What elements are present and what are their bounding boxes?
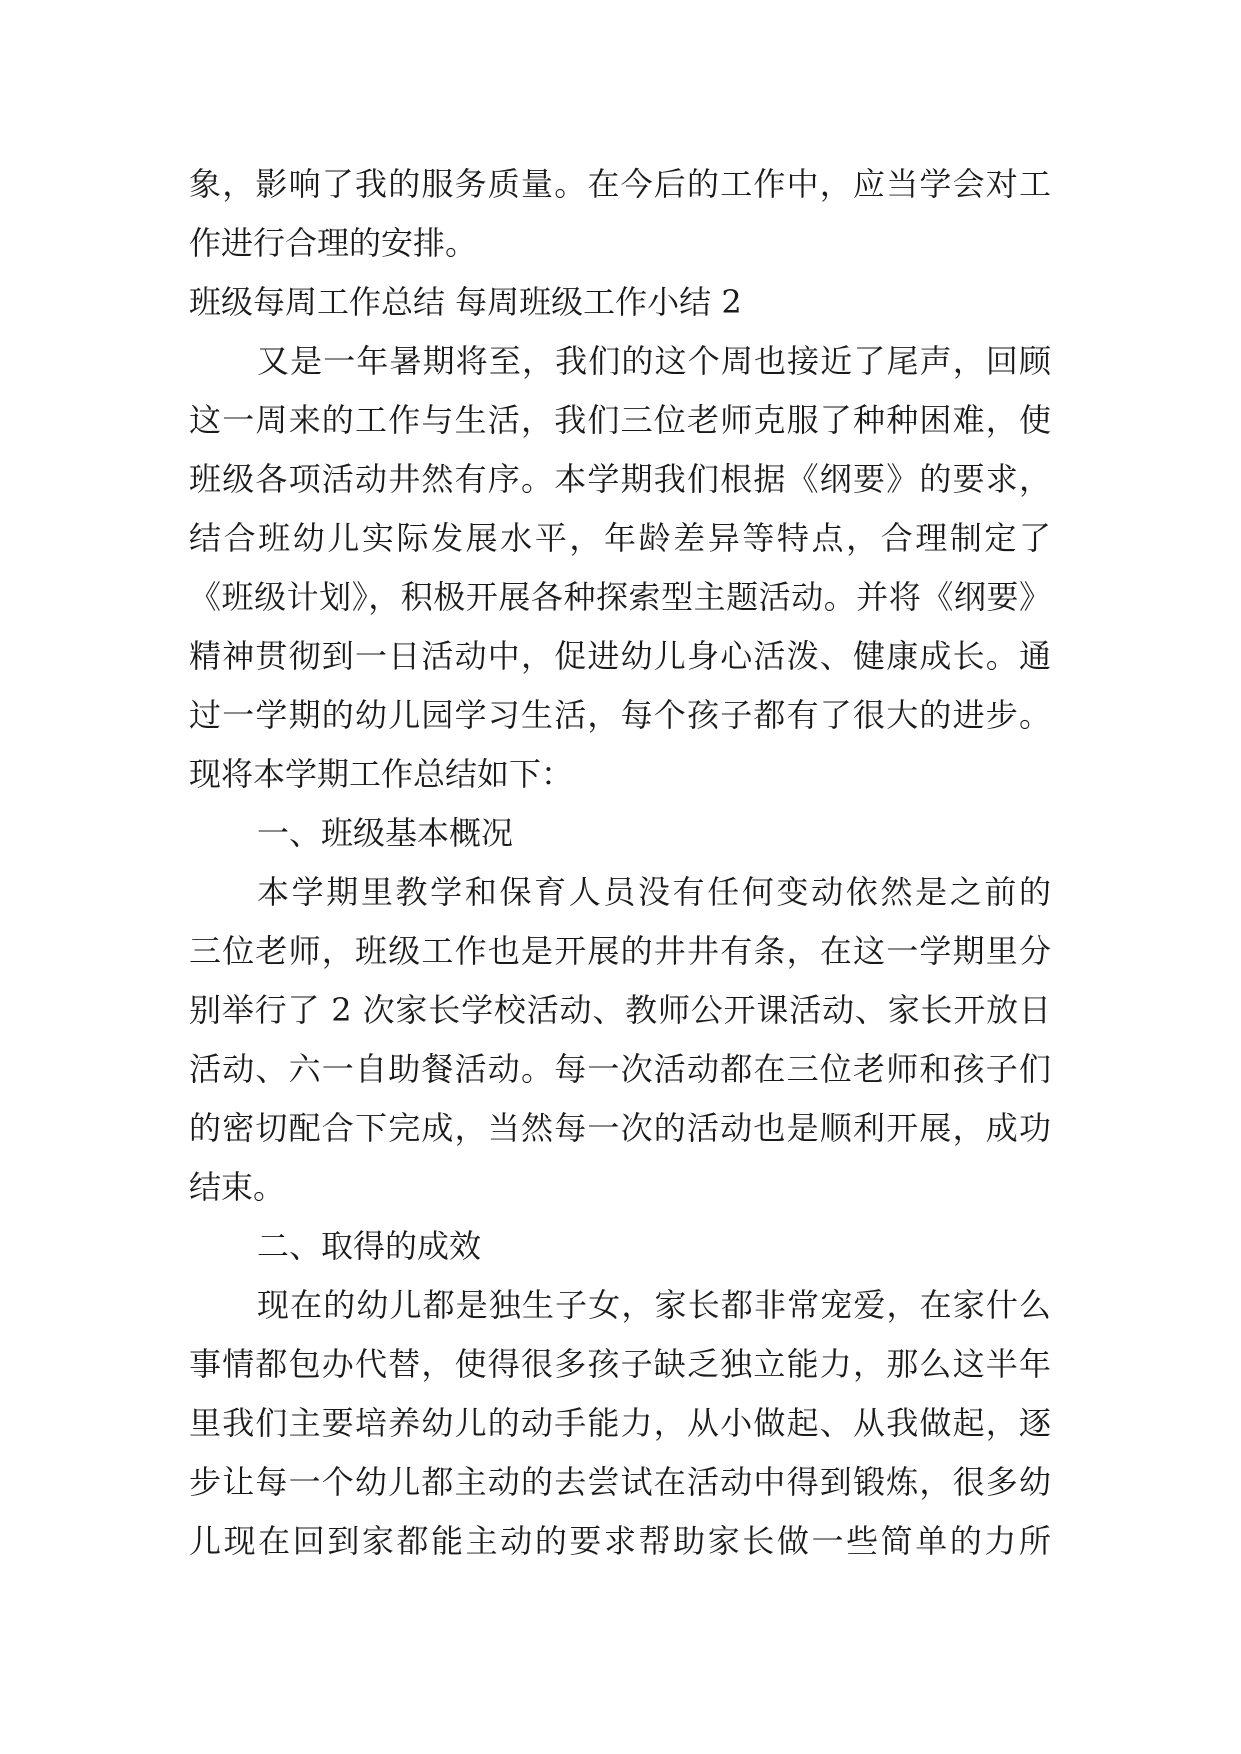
body-text-line: 步让每一个幼儿都主动的去尝试在活动中得到锻炼，很多幼 xyxy=(189,1463,1051,1501)
body-text-line: 过一学期的幼儿园学习生活，每个孩子都有了很大的进步。 xyxy=(189,696,1051,734)
body-text-line: 精神贯彻到一日活动中，促进幼儿身心活泼、健康成长。通 xyxy=(189,637,1051,675)
paragraph-first-line: 现在的幼儿都是独生子女，家长都非常宠爱，在家什么 xyxy=(257,1286,1051,1324)
body-text-line: 象，影响了我的服务质量。在今后的工作中，应当学会对工 xyxy=(189,165,1051,203)
body-text-line: 作进行合理的安排。 xyxy=(189,224,478,262)
section-title: 班级每周工作总结 每周班级工作小结 2 xyxy=(189,283,742,321)
body-text-line: 里我们主要培养幼儿的动手能力，从小做起、从我做起，逐 xyxy=(189,1404,1051,1442)
paragraph-first-line: 又是一年暑期将至，我们的这个周也接近了尾声，回顾 xyxy=(257,342,1051,380)
body-text-line: 事情都包办代替，使得很多孩子缺乏独立能力，那么这半年 xyxy=(189,1345,1051,1383)
paragraph-first-line: 本学期里教学和保育人员没有任何变动依然是之前的 xyxy=(257,873,1051,911)
subsection-heading: 一、班级基本概况 xyxy=(257,814,514,852)
body-text-line: 结合班幼儿实际发展水平，年龄差异等特点，合理制定了 xyxy=(189,519,1051,557)
body-text-line: 结束。 xyxy=(189,1168,286,1206)
body-text-line: 这一周来的工作与生活，我们三位老师克服了种种困难，使 xyxy=(189,401,1051,439)
body-text-line: 的密切配合下完成，当然每一次的活动也是顺利开展，成功 xyxy=(189,1109,1051,1147)
body-text-line: 活动、六一自助餐活动。每一次活动都在三位老师和孩子们 xyxy=(189,1050,1051,1088)
body-text-line: 现将本学期工作总结如下： xyxy=(189,755,574,793)
subsection-heading: 二、取得的成效 xyxy=(257,1227,482,1265)
body-text-line: 《班级计划》，积极开展各种探索型主题活动。并将《纲要》 xyxy=(189,578,1051,616)
body-text-line: 儿现在回到家都能主动的要求帮助家长做一些简单的力所 xyxy=(189,1522,1051,1560)
body-text-line: 班级各项活动井然有序。本学期我们根据《纲要》的要求， xyxy=(189,460,1051,498)
body-text-line: 别举行了 2 次家长学校活动、教师公开课活动、家长开放日 xyxy=(189,991,1051,1029)
body-text-line: 三位老师，班级工作也是开展的井井有条，在这一学期里分 xyxy=(189,932,1051,970)
